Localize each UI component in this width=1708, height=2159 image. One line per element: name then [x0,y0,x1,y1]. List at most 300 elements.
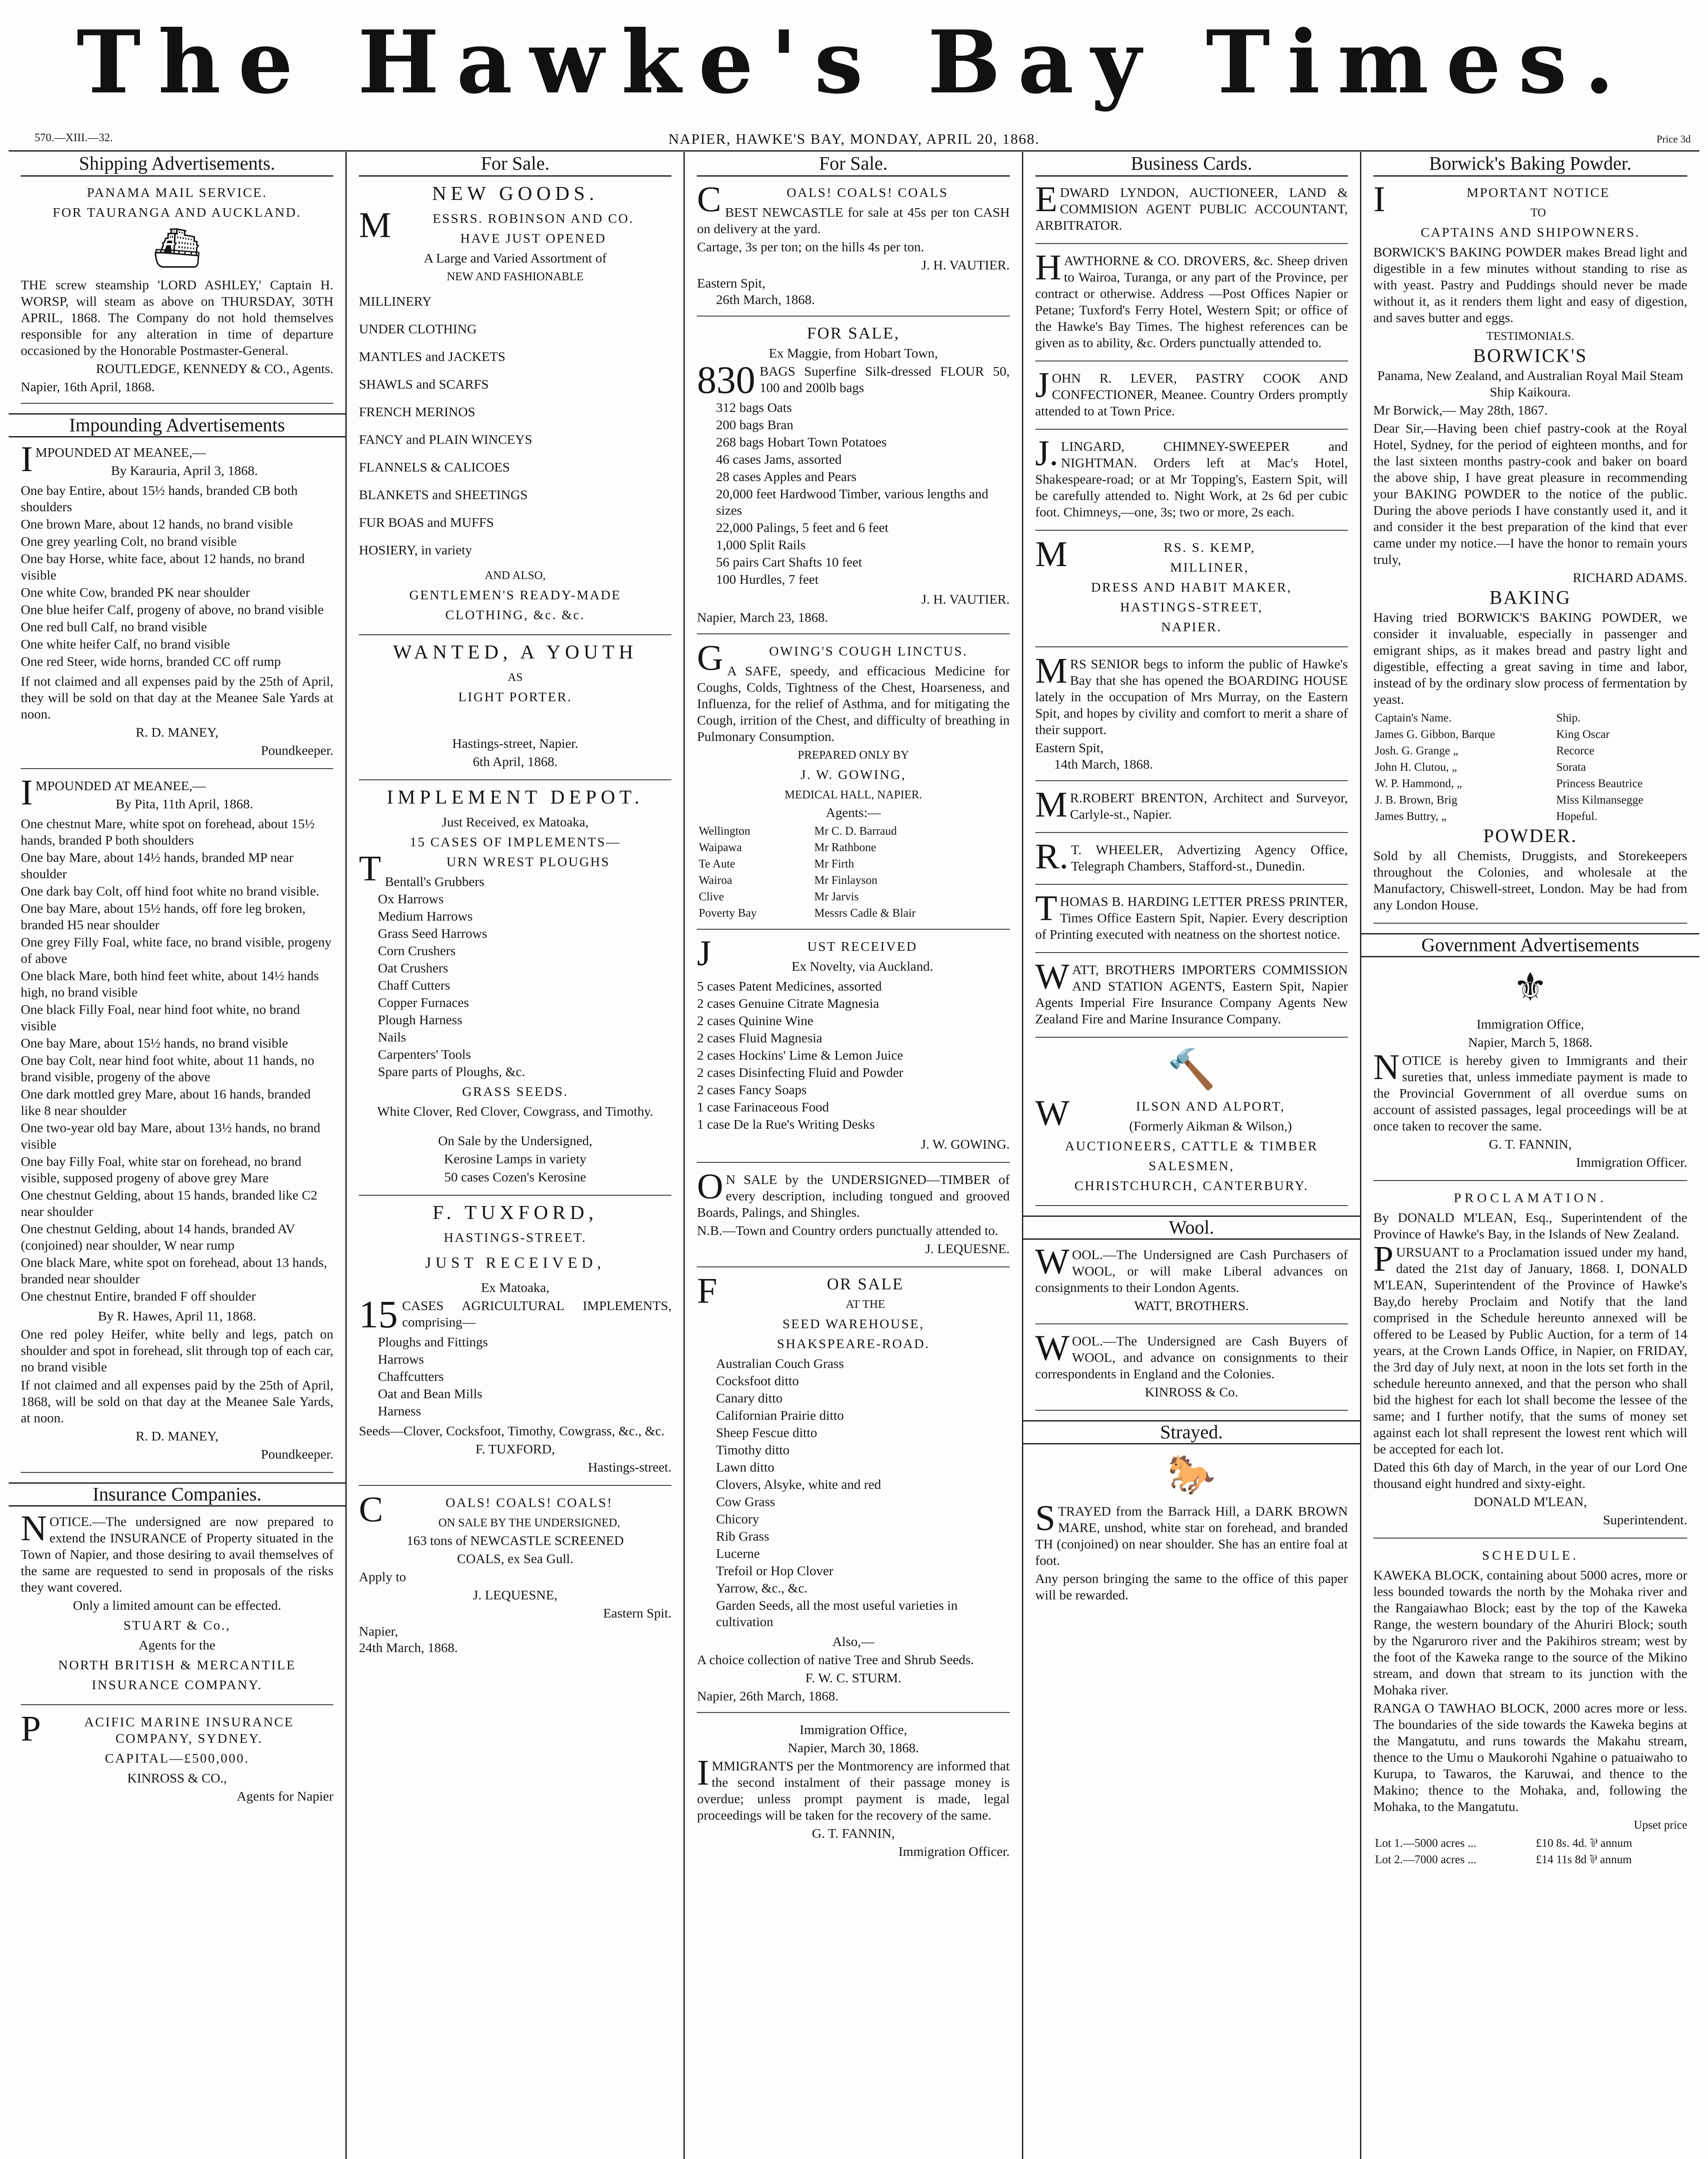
ad-signature: J. H. VAUTIER. [921,592,1010,607]
table-cell: John H. Clutou, „ [1375,760,1457,773]
card-text: MR.ROBERT BRENTON, Architect and Surveyor, Carlyle-st., Napier. [1035,785,1348,825]
ad-date: Napier, 26th March, 1868. [697,1688,839,1703]
date-place: NAPIER, HAWKE'S BAY, MONDAY, APRIL 20, 1868. [668,131,1040,147]
list-item: 1,000 Split Rails [716,537,806,552]
ad-line: Also,— [832,1634,875,1649]
list-item: Lucerne [716,1546,760,1561]
ad-date: 26th March, 1868. [716,292,815,307]
brand-name: BORWICK'S [1473,345,1588,366]
list-item: Harrows [378,1352,424,1367]
column-3 [685,152,1023,2159]
list-item: One chestnut Entire, branded F off shoulder [21,1288,256,1304]
ad-line: GENTLEMEN'S READY-MADE [409,587,621,602]
list-item: MILLINERY [359,294,432,309]
ad-note: Only a limited amount can be effected. [73,1598,282,1613]
column-heading: Borwick's Baking Powder. [1373,155,1687,177]
goods-list [697,978,1009,1133]
ad-date: Napier, March 30, 1868. [788,1740,919,1755]
list-item: 2 cases Disinfecting Fluid and Powder [697,1065,904,1080]
table-cell: King Oscar [1556,728,1610,741]
table-cell: J. B. Brown, Brig [1375,793,1458,806]
table-row [1373,1835,1687,1851]
card-line: NAPIER. [1161,619,1222,634]
ad-line: AT THE [845,1298,885,1311]
bag-count: 830 [697,359,756,402]
list-item: One bay Entire, about 15½ hands, branded CB both shoulders [21,483,298,514]
column-heading: Shipping Advertisements. [21,155,333,177]
ad-note: If not claimed and all expenses paid by the 25th of April, 1868, will be sold on that day at the Meanee Sale Yards, at noon. [21,1377,334,1425]
card-hawthorne [1035,247,1348,361]
ad-byline: By Karauria, April 3, 1868. [111,463,258,478]
ad-body: STRAYED from the Barrack Hill, a DARK BROWN MARE, unshod, white star on forehead, and branded TH (conjoined) on near shoulder. She has an entire foal at foot. [1035,1498,1348,1568]
seed-warehouse-ad [697,1271,1009,1713]
list-item: One grey Filly Foal, white face, no brand visible, progeny of above [21,934,332,966]
list-item: Bentall's Grubbers [385,874,484,889]
card-lyndon [1035,179,1348,244]
card-senior [1035,651,1348,781]
table-cell: James Buttry, „ [1375,810,1447,823]
ad-signature: KINROSS & CO., [127,1770,227,1785]
ad-signature: ROUTLEDGE, KENNEDY & CO., Agents. [96,361,334,376]
ad-line: SEED WAREHOUSE, [782,1316,924,1331]
timber-ad [697,1166,1010,1267]
panama-ad [21,184,333,404]
ad-body: BEST NEWCASTLE for sale at 45s per ton CASH on delivery at the yard. [697,205,1010,236]
just-received-ad [697,933,1010,1163]
table-row [1373,808,1687,824]
list-item: One dark bay Colt, off hind foot white no brand visible. [21,883,319,899]
goods-list [359,288,671,563]
list-item: One bay Mare, about 14½ hands, branded MP near shoulder [21,850,294,881]
ad-line: 15 CASES OF IMPLEMENTS— [410,834,621,849]
table-cell: Hopeful. [1556,810,1597,823]
section-heading: Strayed. [1023,1420,1360,1444]
card-watt [1035,956,1348,1038]
ad-role: Immigration Officer. [1576,1155,1687,1170]
list-item: One white heifer Calf, no brand visible [21,636,230,652]
list-item: Clovers, Alsyke, white and red [716,1477,881,1492]
list-item: One bay Horse, white face, about 12 hands, no brand visible [21,551,305,582]
list-item: Canary ditto [716,1390,783,1406]
ad-signature: WATT, BROTHERS. [1134,1298,1249,1313]
list-item: 268 bags Hobart Town Potatoes [716,434,887,450]
table-row [1373,759,1687,775]
ad-note: If not claimed and all expenses paid by the 25th of April, they will be sold on that day at the Meanee Sale Yards at noon. [21,674,334,722]
impound-list [21,816,333,1304]
card-line: HASTINGS-STREET, [1120,599,1263,614]
card-wheeler [1035,836,1348,885]
ad-body: RANGA O TAWHAO BLOCK, 2000 acres more or less. The boundaries of the side towards the Kaweka begins at the Mangatutu, and runs towards the Makahu stream, thence to the Umu o Maukorohi Ngahine o patuaiwaho to Kurupa, to Tawaros, the Karuwai, and thence to the Makino; thence to the Mohaka, and, following the Mohaka, to the Mangatutu. [1373,1700,1687,1814]
card-harding [1035,888,1348,953]
borwick-ad [1373,179,1687,924]
ad-line: ON SALE BY THE UNDERSIGNED, [438,1516,620,1529]
ad-signature: J. W. GOWING. [920,1136,1010,1152]
column-1 [9,152,347,2159]
list-item: One bay Mare, about 15½ hands, no brand visible [21,1035,288,1051]
ad-line: Mr Borwick,— May 28th, 1867. [1373,402,1548,418]
list-item: HOSIERY, in variety [359,542,472,557]
ad-signature: R. D. MANEY, [136,1428,218,1444]
table-row [1373,775,1687,791]
column-5 [1361,152,1699,2159]
card-text: WATT, BROTHERS IMPORTERS COMMISSION AND STATION AGENTS, Eastern Spit, Napier Agents Imperial Fire Insurance Company Agents New Zealand Fire and Marine Insurance Company. [1035,956,1348,1026]
card-text: HAWTHORNE & CO. DROVERS, &c. Sheep driven to Wairoa, Turanga, or any part of the Province, per contract or otherwise. Address —Post Offices Napier or Petane; Tuxford's Ferry Hotel, Western Spit; or office of the Hawke's Bay Times. The highest references can be given as to ability, &c. Orders punctually attended to. [1035,247,1348,350]
ad-body: NOTICE is hereby given to Immigrants and their sureties that, unless immediate payment is made to the Provincial Government of all overdue sums on account of assisted passages, legal proceedings will be at once taken to recover the same. [1373,1047,1687,1133]
ad-body: WOOL.—The Undersigned are Cash Purchasers of WOOL, or will make Liberal advances on consignments to their London Agents. [1035,1241,1348,1295]
strayed-ad [1035,1451,1348,1613]
card-line: CHRISTCHURCH, CANTERBURY. [1074,1178,1309,1193]
ad-heading: GOWING'S COUGH LINCTUS. [697,638,968,678]
goods-list [697,399,1009,588]
list-item: 200 bags Bran [716,417,794,432]
gowing-linctus-ad [697,638,1010,930]
agent-name: Mr C. D. Barraud [814,824,897,837]
seed-list [697,1355,1009,1630]
list-item: MANTLES and JACKETS [359,349,506,364]
agent-place: Poverty Bay [699,906,757,919]
list-item: 2 cases Fluid Magnesia [697,1030,822,1045]
ad-byline: By Pita, 11th April, 1868. [115,796,253,811]
card-line: (Formerly Aikman & Wilson,) [1129,1118,1292,1133]
list-item: Californian Prairie ditto [716,1408,844,1423]
agent-place: Waipawa [699,841,742,854]
card-text: EDWARD LYNDON, AUCTIONEER, LAND & COMMISION AGENT PUBLIC ACCOUNTANT, ARBITRATOR. [1035,179,1348,233]
wool-ad-2 [1035,1328,1348,1411]
ad-line: AND ALSO, [484,569,546,582]
card-heading: MRS. S. KEMP, [1035,534,1256,574]
section-heading: Impounding Advertisements [9,413,345,437]
list-item: 2 cases Hockins' Lime & Lemon Juice [697,1048,903,1063]
issue-number: 570.—XIII.—32. [35,131,113,144]
captains-table [1373,709,1687,824]
ad-line: Kerosine Lamps in variety [444,1151,587,1166]
ad-body: A SAFE, speedy, and efficacious Medicine for Coughs, Colds, Tightness of the Chest, Hoarseness, and Influenza, for the relief of Asthma, and for mitigating the Cough, irrition of the Chest, and difficulty of breathing in Pulmonary Consumption. [697,663,1010,744]
ad-line: TURN WREST PLOUGHS [359,848,610,889]
ad-signature: J. LEQUESNE. [925,1241,1010,1256]
ad-line: 163 tons of NEWCASTLE SCREENED [406,1533,624,1548]
list-item: Copper Furnaces [378,995,469,1010]
price-cell: £14 11s 8d ⅌ annum [1536,1853,1632,1866]
lot-cell: Lot 2.—7000 acres ... [1375,1853,1477,1866]
agent-name: Messrs Cadle & Blair [814,906,916,919]
pacific-marine-ad [21,1709,334,1814]
header-cell: Ship. [1556,711,1581,724]
table-row [1373,791,1687,808]
ad-line: Immigration Office, [799,1722,908,1737]
ad-body: Having tried BORWICK'S BAKING POWDER, we consider it invaluable, especially in passenger and emigrant ships, as it makes bread and pastry light and digestible, effecting a great saving in time and labor, instead of by the ordinary slow process of fermentation by yeast. [1373,610,1687,707]
implement-list [359,874,671,1080]
ad-line: BAGS Superfine Silk-dressed FLOUR 50, 100 and 200lb bags [759,364,1010,395]
page-columns [9,152,1699,2159]
list-item: One black Filly Foal, near hind foot white, no brand visible [21,1002,300,1033]
ad-date: 14th March, 1868. [1054,757,1153,772]
table-cell: Recorce [1556,744,1594,757]
ad-body: IMMIGRANTS per the Montmorency are informed that the second instalment of their passage money is overdue; unless prompt payment is made, legal proceedings will be taken for the recovery of the same. [697,1753,1010,1823]
brand-name: POWDER. [1483,825,1578,846]
ad-heading: NEW GOODS. [432,182,598,204]
table-row [697,823,1009,839]
list-item: One red poley Heifer, white belly and legs, patch on shoulder and spot in forehead, slit through top of each car, no brand visible [21,1326,334,1374]
royal-arms-icon: ⚜ [1513,966,1548,1009]
ad-line: MEDICAL HALL, NAPIER. [784,788,922,801]
ad-heading: FOR SALE, [807,324,900,342]
ad-date: Napier, March 23, 1868. [697,610,828,625]
card-kemp [1035,534,1348,647]
ad-line: HASTINGS-STREET. [443,1230,587,1245]
ad-address: Eastern Spit, [697,275,765,291]
list-item: 1 case De la Rue's Writing Desks [697,1117,875,1132]
coals-ad-1 [697,179,1010,317]
case-count: 15 [359,1293,398,1336]
card-text: MRS SENIOR begs to inform the public of Hawke's Bay that she has opened the BOARDING HOUSE lately in the occupation of Mrs Murray, on the Eastern Spit, and hopes by civility and comfort to merit a share of their support. [1035,651,1348,737]
list-item: One dark mottled grey Mare, about 16 hands, branded like 8 near shoulder [21,1086,311,1118]
ad-address: Eastern Spit, [1035,740,1104,755]
horse-icon: 🐎 [1167,1453,1216,1496]
ad-line: NEW AND FASHIONABLE [446,270,584,283]
vautier-for-sale-ad [697,325,1009,634]
ad-firm: STUART & Co., [123,1618,231,1633]
table-cell: Miss Kilmansegge [1556,793,1644,806]
ad-line: By DONALD M'LEAN, Esq., Superintendent of the Province of Hawke's Bay, in the Islands of New Zealand. [1373,1210,1687,1241]
list-item: BLANKETS and SHEETINGS [359,487,528,502]
card-line: SALESMEN, [1148,1158,1234,1173]
list-item: Chaffcutters [378,1369,444,1384]
list-item: Carpenters' Tools [378,1047,471,1062]
agent-place: Te Aute [699,857,735,870]
list-item: Grass Seed Harrows [378,926,487,941]
brand-name: BAKING [1489,587,1571,608]
table-row [697,855,1009,872]
proclamation [1373,1190,1687,1539]
ad-signature: R. D. MANEY, [136,725,218,740]
agent-place: Clive [699,890,724,903]
ad-signature: F. TUXFORD, [475,1441,555,1456]
ad-subheading: FOR TAURANGA AND AUCKLAND. [53,205,302,220]
ad-role: Poundkeeper. [261,743,334,758]
ad-address: Hastings-street. [588,1459,672,1475]
impound-list [21,482,333,670]
list-item: FLANNELS & CALICOES [359,459,510,475]
table-row [697,905,1009,921]
newspaper-title: The Hawke's Bay Times. [76,12,1632,113]
ad-line: SHAKSPEARE-ROAD. [777,1336,930,1351]
ad-heading: F. TUXFORD, [432,1201,598,1223]
ad-heading: IMPOUNDED AT MEANEE,— [21,772,206,813]
table-cell: James G. Gibbon, Barque [1375,728,1495,741]
agent-place: Wellington [699,824,750,837]
list-item: 312 bags Oats [716,400,792,415]
ad-signature: G. T. FANNIN, [1489,1136,1572,1152]
ad-address: Hastings-street, Napier. [452,736,579,751]
agent-name: Mr Rathbone [814,841,876,854]
ad-line: J. W. GOWING, [800,767,906,782]
ad-heading: IMPORTANT NOTICE [1373,179,1610,219]
card-line: DRESS AND HABIT MAKER, [1091,579,1292,595]
ad-heading: WANTED, A YOUTH [393,641,638,663]
list-item: One chestnut Mare, white spot on forehead, about 15½ hands, branded P both shoulders [21,816,315,848]
ad-line: AS [508,671,523,684]
column-4 [1023,152,1361,2159]
price-cell: £10 8s. 4d. ⅌ annum [1536,1836,1632,1849]
list-item: FRENCH MERINOS [359,404,475,419]
table-cell: Josh. G. Grange „ [1375,744,1458,757]
ad-line: White Clover, Red Clover, Cowgrass, and Timothy. [377,1104,654,1119]
dateline [9,130,1699,152]
card-line: MILLINER, [1170,560,1249,575]
ad-line: Ex Novelty, via Auckland. [791,959,933,974]
ad-line: GRASS SEEDS. [462,1084,569,1099]
ad-note: Any person bringing the same to the office of this paper will be rewarded. [1035,1571,1348,1602]
ad-heading: PACIFIC MARINE INSURANCE COMPANY, SYDNEY. [21,1709,294,1749]
list-item: Corn Crushers [378,943,456,958]
list-item: One red Steer, wide horns, branded CC off rump [21,654,281,669]
ad-signature: F. W. C. STURM. [805,1670,901,1685]
ad-date: 24th March, 1868. [359,1640,458,1655]
list-item: Oat and Bean Mills [378,1386,483,1401]
ad-body: ON SALE by the UNDERSIGNED—TIMBER of every description, including tongued and grooved Boards, Palings, and Shingles. [697,1166,1010,1220]
immigration-notice [1373,964,1687,1181]
table-row [1373,742,1687,759]
list-item: Nails [378,1029,406,1045]
ad-line: HAVE JUST OPENED [460,231,607,246]
table-row [697,872,1009,888]
list-item: One bay Mare, about 15½ hands, off fore leg broken, branded H5 near shoulder [21,901,306,932]
ad-body: WOOL.—The Undersigned are Cash Buyers of WOOL, and advance on consignments to their correspondents in England and the Colonies. [1035,1328,1348,1381]
ad-line: Apply to [359,1569,406,1584]
list-item: Medium Harrows [378,909,473,924]
table-header [1373,709,1687,726]
agent-name: Mr Finlayson [814,874,878,886]
list-item: Lawn ditto [716,1459,775,1475]
lot-cell: Lot 1.—5000 acres ... [1375,1836,1477,1849]
ad-company: INSURANCE COMPANY. [92,1677,263,1692]
ad-line: CASES AGRICULTURAL IMPLEMENTS, comprising— [402,1298,672,1330]
insurance-ad [21,1508,334,1705]
table-cell: W. P. Hammond, „ [1375,777,1462,790]
ad-byline: By R. Hawes, April 11, 1868. [98,1308,256,1323]
ad-body: KAWEKA BLOCK, containing about 5000 acres, more or less bounded towards the north by the Mohaka river and the Rangaiawhao Block; east by the top of the Kaweka Range, the western boundary of the Ahuriri Block; south by the Ngaruroro river and the Pakihiros stream; west by the foot of the Kaweka range to the source of the Mikino stream, and down that stream to its junction with the Mohaka river. [1373,1567,1687,1697]
ad-date: Napier, 16th April, 1868. [21,379,155,394]
ad-signature: DONALD M'LEAN, [1474,1494,1587,1509]
list-item: One black Mare, both hind feet white, about 14½ hands high, no brand visible [21,968,319,1000]
card-brenton [1035,785,1348,833]
list-item: Plough Harness [378,1012,462,1027]
list-item: Chaff Cutters [378,978,450,993]
card-text: JOHN R. LEVER, PASTRY COOK AND CONFECTIONER, Meanee. Country Orders promptly attended to at Town Price. [1035,365,1348,418]
table-row [697,888,1009,905]
auctioneer-engraving-icon: 🔨 [1167,1048,1216,1091]
table-row [1373,726,1687,742]
ad-line: Ex Matoaka, [481,1280,550,1295]
list-item: 56 pairs Cart Shafts 10 feet [716,554,862,570]
ad-body: Cartage, 3s per ton; on the hills 4s per ton. [697,239,924,254]
ad-role: Superintendent. [1603,1512,1687,1527]
ad-address: Eastern Spit. [603,1605,672,1621]
ad-signature: J. LEQUESNE, [473,1587,558,1602]
ad-company: NORTH BRITISH & MERCANTILE [58,1657,296,1672]
list-item: FANCY and PLAIN WINCEYS [359,432,532,447]
column-heading: For Sale. [359,155,671,177]
column-2 [347,152,685,2159]
list-item: 5 cases Patent Medicines, assorted [697,978,882,994]
card-lever [1035,365,1348,430]
steamship-icon: ⛴ [152,227,202,270]
list-item: 1 case Farinaceous Food [697,1099,829,1114]
ad-signature: J. H. VAUTIER. [921,257,1010,272]
coals-ad-2 [359,1489,672,1664]
card-heading: WILSON AND ALPORT, [1035,1093,1285,1133]
new-goods-ad [359,182,671,635]
list-item: One brown Mare, about 12 hands, no brand visible [21,516,293,532]
agent-place: Wairoa [699,874,732,886]
list-item: One black Mare, white spot on forehead, about 13 hands, branded near shoulder [21,1255,327,1286]
list-item: One blue heifer Calf, progeny of above, no brand visible [21,602,324,617]
list-item: Timothy ditto [716,1442,790,1457]
header-cell: Captain's Name. [1375,711,1452,724]
ad-role: Poundkeeper. [261,1447,334,1462]
list-item: 46 cases Jams, assorted [716,452,842,467]
list-item: Garden Seeds, all the most useful varieties in cultivation [716,1598,958,1629]
card-wilson [1035,1046,1348,1206]
ad-heading: SCHEDULE. [1482,1548,1579,1563]
impound-ad-1 [21,439,334,769]
ad-role: Immigration Officer. [898,1844,1010,1859]
list-item: One white Cow, branded PK near shoulder [21,585,250,600]
ad-signature: RICHARD ADAMS. [1572,570,1687,585]
impound-ad-2 [21,772,334,1473]
ad-line: 50 cases Cozen's Kerosine [444,1169,586,1184]
ad-heading: IMPOUNDED AT MEANEE,— [21,439,206,479]
table-row [697,839,1009,855]
ad-line: TO [1531,206,1546,219]
ad-place: Napier, [359,1624,399,1639]
price: Price 3d [1656,134,1691,145]
ad-heading: PROCLAMATION. [1454,1190,1607,1205]
list-item: One chestnut Gelding, about 15 hands, branded like C2 near shoulder [21,1187,318,1219]
list-item: 20,000 feet Hardwood Timber, various lengths and sizes [716,486,989,518]
lots-table [1373,1835,1687,1868]
list-item: 2 cases Quinine Wine [697,1013,813,1028]
section-heading: Insurance Companies. [9,1482,345,1507]
section-heading: Government Advertisements [1361,933,1699,957]
ad-line: JUST RECEIVED, [425,1254,605,1271]
ad-line: Immigration Office, [1476,1016,1584,1032]
list-item: Chicory [716,1511,759,1526]
ad-body: BORWICK'S BAKING POWDER makes Bread light and digestible in a few minutes without standing to rise as with yeast. Pastry and Puddings should never be made without it, as it renders them light and easy of digestion, and saves butter and eggs. [1373,244,1687,325]
list-item: 100 Hurdles, 7 feet [716,572,819,587]
ad-line: Just Received, ex Matoaka, [442,814,589,829]
column-heading: Business Cards. [1035,155,1348,177]
immigrants-ad [697,1722,1009,1869]
ad-line: CLOTHING, &c. &c. [445,607,585,622]
ad-heading: FOR SALE [697,1271,904,1311]
ad-agents: Agents for the [139,1637,215,1652]
ad-heading: PANAMA MAIL SERVICE. [87,185,267,200]
agents-table [697,823,1009,921]
card-text: THOMAS B. HARDING LETTER PRESS PRINTER, Times Office Eastern Spit, Napier. Every description of Printing executed with neatness on the shortest notice. [1035,888,1348,942]
ad-heading: COALS! COALS! COALS! [359,1489,613,1529]
ad-line: On Sale by the Undersigned, [438,1133,592,1148]
ad-line: Ex Maggie, from Hobart Town, [769,345,938,361]
list-item: SHAWLS and SCARFS [359,377,489,392]
ad-heading: COALS! COALS! COALS [697,179,949,219]
ad-signature: G. T. FANNIN, [812,1826,895,1841]
schedule [1373,1547,1687,1875]
ad-line: CAPTAINS AND SHIPOWNERS. [1420,225,1640,240]
ad-line: COALS, ex Sea Gull. [457,1551,574,1566]
list-item: One bay Filly Foal, white star on forehead, no brand visible, supposed progeny of above grey Mare [21,1154,301,1185]
implement-depot-ad [359,786,671,1196]
